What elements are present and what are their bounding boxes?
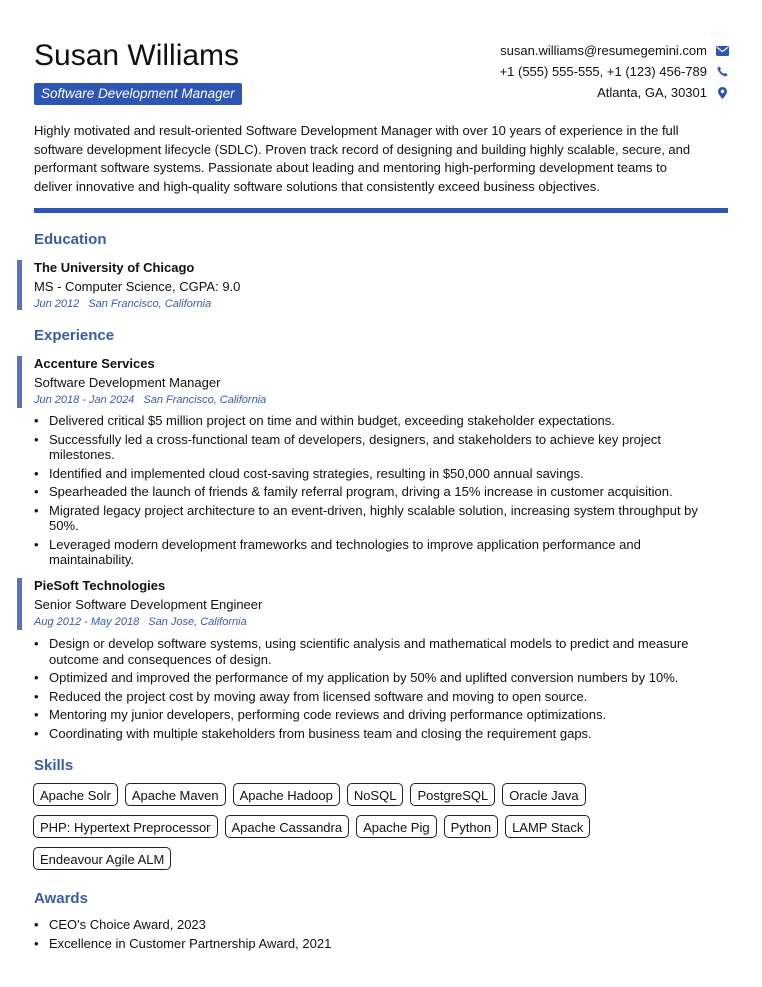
envelope-icon	[715, 44, 729, 57]
list-item: • Mentoring my junior developers, performing code reviews and driving performance optimizations.	[34, 707, 724, 723]
experience-1-bullets	[34, 413, 724, 571]
candidate-name: Susan Williams	[34, 39, 240, 72]
skill-tag: LAMP Stack	[505, 815, 590, 838]
experience-2-bullets	[34, 636, 724, 744]
list-item: • Spearheaded the launch of friends & family referral program, driving a 15% increase in customer acquisition.	[34, 484, 724, 500]
list-item: • Excellence in Customer Partnership Award, 2021	[34, 936, 724, 952]
education-location: San Francisco, California	[88, 298, 212, 310]
experience-entry-2	[34, 576, 734, 631]
experience-accent-bar-1	[17, 356, 22, 408]
map-pin-icon	[715, 86, 729, 99]
list-item: • Leveraged modern development frameworks and technologies to improve application performance and maintainability.	[34, 537, 724, 568]
education-accent-bar	[17, 260, 22, 310]
skill-tag: Apache Hadoop	[233, 783, 340, 806]
experience-accent-bar-2	[17, 578, 22, 630]
company-name: PieSoft Technologies	[34, 578, 166, 593]
skill-tag: Apache Solr	[33, 783, 118, 806]
skill-tag: Apache Cassandra	[225, 815, 350, 838]
experience-meta	[34, 614, 734, 631]
awards-list	[34, 917, 724, 954]
contact-phone[interactable]: +1 (555) 555-555, +1 (123) 456-789	[499, 64, 707, 79]
job-role: Senior Software Development Engineer	[34, 597, 263, 612]
list-item: • Migrated legacy project architecture to an event-driven, highly scalable solution, increasing system throughput by 50%.	[34, 503, 724, 534]
contact-location-row	[500, 82, 729, 103]
education-date: Jun 2012	[34, 298, 80, 310]
job-role: Software Development Manager	[34, 375, 221, 390]
contact-email-row	[500, 40, 729, 61]
experience-entry-1	[34, 354, 734, 409]
school-name: The University of Chicago	[34, 260, 195, 275]
list-item: • Identified and implemented cloud cost-saving strategies, resulting in $50,000 annual savings.	[34, 466, 724, 482]
section-title-awards: Awards	[34, 890, 88, 907]
contact-phone-row	[500, 61, 729, 82]
section-title-education: Education	[34, 231, 107, 248]
experience-date: Jun 2018 - Jan 2024	[34, 394, 135, 406]
skill-tag: PostgreSQL	[410, 783, 495, 806]
experience-location: San Francisco, California	[143, 394, 267, 406]
phone-icon	[715, 65, 729, 78]
list-item: • Delivered critical $5 million project on time and within budget, exceeding stakeholder expectations.	[34, 413, 724, 429]
skill-tag: Endeavour Agile ALM	[33, 847, 171, 870]
degree: MS - Computer Science, CGPA: 9.0	[34, 279, 241, 294]
contact-location: Atlanta, GA, 30301	[597, 85, 707, 100]
skill-tag: NoSQL	[347, 783, 404, 806]
company-name: Accenture Services	[34, 356, 155, 371]
professional-summary: Highly motivated and result-oriented Software Development Manager with over 10 years of experience in the full software development lifecycle (SDLC). Proven track record of designing and building highly scalable, secure, and performant software systems. Passionate about leading and mentoring high-performing development teams to deliver innovative and high-quality software solutions that consistently exceed business objectives.	[34, 123, 691, 195]
list-item: • Optimized and improved the performance of my application by 50% and uplifted conversion numbers by 10%.	[34, 670, 724, 686]
list-item: • Successfully led a cross-functional team of developers, designers, and stakeholders to achieve key project milestones.	[34, 432, 724, 463]
list-item: • Reduced the project cost by moving away from licensed software and moving to open source.	[34, 689, 724, 705]
experience-meta	[34, 392, 734, 409]
section-title-skills: Skills	[34, 757, 74, 774]
list-item: • Coordinating with multiple stakeholders from business team and closing the requirement gaps.	[34, 726, 724, 742]
education-entry	[34, 258, 734, 313]
contact-block	[500, 40, 729, 103]
contact-email[interactable]: susan.williams@resumegemini.com	[500, 43, 707, 58]
skill-tag: Python	[444, 815, 498, 838]
education-meta	[34, 296, 734, 313]
experience-location: San Jose, California	[148, 616, 247, 628]
list-item: • Design or develop software systems, using scientific analysis and mathematical models to predict and measure outcome and consequences of design.	[34, 636, 724, 667]
skill-tag: Oracle Java	[502, 783, 585, 806]
header-divider	[34, 208, 728, 213]
skills-list	[33, 783, 733, 879]
skill-tag: Apache Pig	[356, 815, 437, 838]
list-item: • CEO's Choice Award, 2023	[34, 917, 724, 933]
skill-tag: PHP: Hypertext Preprocessor	[33, 815, 218, 838]
job-title-badge: Software Development Manager	[34, 83, 242, 105]
skill-tag: Apache Maven	[125, 783, 226, 806]
experience-date: Aug 2012 - May 2018	[34, 616, 140, 628]
section-title-experience: Experience	[34, 327, 115, 344]
